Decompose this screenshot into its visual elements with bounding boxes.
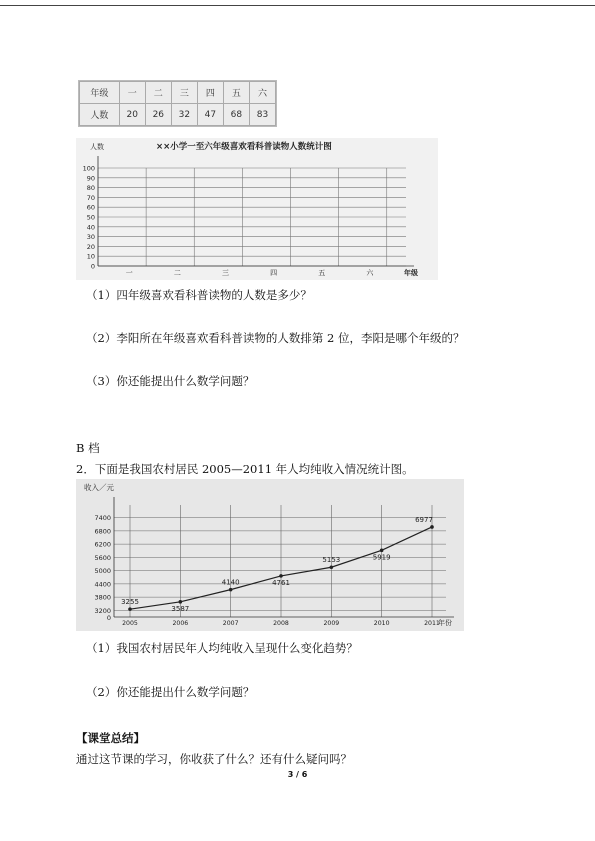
- y-tick-label: 70: [86, 193, 95, 202]
- x-tick-label: 六: [366, 269, 374, 277]
- table-cell: 47: [197, 104, 223, 126]
- y-tick-label: 30: [86, 233, 95, 242]
- page-number: 3 / 6: [287, 770, 308, 779]
- summary-text: 通过这节课的学习，你收获了什么？还有什么疑问吗？: [76, 752, 352, 766]
- data-label: 6977: [415, 515, 433, 524]
- y-tick-label: 80: [86, 184, 95, 193]
- question-2-1: （1）我国农村居民年人均纯收入呈现什么变化趋势？: [86, 641, 358, 655]
- table-cell: 83: [249, 104, 275, 126]
- data-point: [380, 549, 384, 553]
- table-header-row: [80, 82, 276, 104]
- grade-count-table: [78, 80, 277, 127]
- chart1-xlabel: 年级: [404, 269, 418, 277]
- data-label: 5153: [322, 556, 341, 565]
- y-tick-label: 100: [82, 164, 95, 173]
- table-cell: 人数: [80, 104, 120, 126]
- data-point: [279, 574, 283, 578]
- y-tick-label: 4400: [94, 580, 111, 589]
- y-tick-label: 0: [90, 262, 95, 271]
- reading-count-chart: [76, 138, 438, 280]
- x-tick-label: 2008: [273, 620, 289, 627]
- x-tick-label: 2010: [373, 620, 390, 627]
- chart1-ylabel: 人数: [90, 143, 104, 151]
- data-label: 4761: [272, 578, 290, 587]
- chart2-xlabel: 年份: [438, 619, 452, 627]
- x-tick-label: 2005: [122, 620, 138, 627]
- x-tick-label: 2011: [424, 620, 440, 627]
- x-tick-label: 一: [125, 269, 133, 277]
- x-tick-label: 2007: [222, 620, 239, 627]
- question-1-2: （2）李阳所在年级喜欢看科普读物的人数排第 2 位，李阳是哪个年级的？: [86, 331, 465, 345]
- table-cell: 四: [197, 82, 223, 104]
- question-2-2: （2）你还能提出什么数学问题？: [86, 685, 255, 699]
- data-label: 3587: [171, 604, 190, 613]
- income-line-chart-svg: [76, 479, 464, 631]
- table-cell: 一: [119, 82, 145, 104]
- table-cell: 六: [249, 82, 275, 104]
- y-tick-label: 3200: [94, 606, 111, 615]
- y-tick-label: 0: [106, 614, 111, 622]
- table-cell: 32: [171, 104, 197, 126]
- data-point: [128, 607, 132, 611]
- chart1-title: ××小学一至六年级喜欢看科普读物人数统计图: [156, 142, 332, 152]
- data-point: [430, 525, 434, 529]
- x-tick-label: 二: [173, 269, 181, 277]
- table-cell: 20: [119, 104, 145, 126]
- y-tick-label: 60: [86, 203, 95, 212]
- y-tick-label: 20: [86, 242, 95, 251]
- table-row: [80, 104, 276, 126]
- header-rule: [0, 5, 595, 6]
- x-tick-label: 2006: [172, 620, 189, 627]
- data-point: [179, 600, 183, 604]
- y-tick-label: 3800: [94, 593, 111, 602]
- x-tick-label: 四: [270, 269, 278, 277]
- y-tick-label: 50: [86, 213, 95, 222]
- summary-header: 【课堂总结】: [76, 731, 145, 745]
- table-cell: 26: [145, 104, 171, 126]
- problem-2-text: 2．下面是我国农村居民 2005—2011 年人均纯收入情况统计图。: [76, 462, 414, 476]
- table-cell: 68: [223, 104, 249, 126]
- x-tick-label: 2009: [323, 620, 340, 627]
- chart2-ylabel: 收入／元: [84, 483, 114, 492]
- income-line-chart: [76, 479, 464, 631]
- data-label: 4140: [221, 578, 240, 587]
- table-cell: 二: [145, 82, 171, 104]
- y-tick-label: 7400: [94, 514, 111, 523]
- question-1-3: （3）你还能提出什么数学问题？: [86, 374, 255, 388]
- question-1-1: （1）四年级喜欢看科普读物的人数是多少？: [86, 288, 312, 302]
- data-label: 3255: [121, 598, 139, 607]
- y-tick-label: 6200: [94, 540, 111, 549]
- data-label: 5919: [372, 553, 391, 562]
- y-tick-label: 10: [86, 252, 95, 261]
- y-tick-label: 5600: [94, 553, 111, 562]
- data-point: [330, 565, 334, 569]
- x-tick-label: 三: [222, 269, 230, 277]
- table-cell: 三: [171, 82, 197, 104]
- y-tick-label: 40: [86, 223, 95, 232]
- y-tick-label: 6800: [94, 527, 111, 536]
- reading-count-chart-svg: [76, 138, 438, 280]
- table-cell: 年级: [80, 82, 120, 104]
- y-tick-label: 5000: [94, 567, 111, 576]
- section-b-label: B 档: [76, 441, 100, 455]
- data-point: [229, 588, 233, 592]
- x-tick-label: 五: [318, 269, 326, 277]
- y-tick-label: 90: [86, 174, 95, 183]
- table-cell: 五: [223, 82, 249, 104]
